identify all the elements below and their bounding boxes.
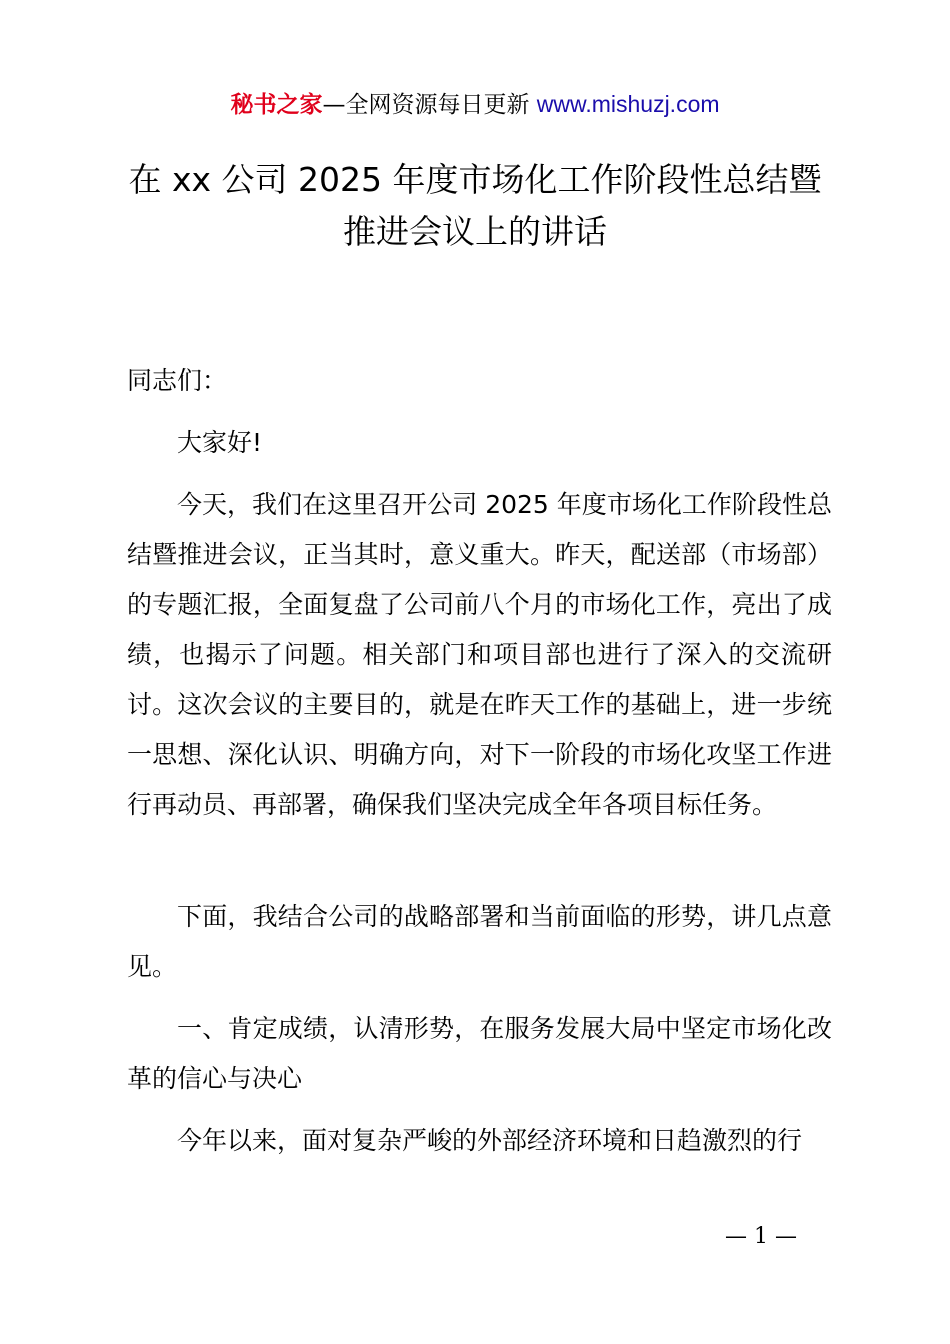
greeting: 大家好!	[177, 428, 263, 457]
salutation: 同志们：	[127, 366, 228, 395]
page-number: — 1 —	[725, 1224, 797, 1249]
paragraph-transition: 下面，我结合公司的战略部署和当前面临的形势，讲几点意见。	[127, 902, 832, 981]
site-url-link[interactable]: www.mishuzj.com	[536, 91, 720, 117]
brand-name: 秘书之家	[230, 92, 323, 118]
document-title	[60, 154, 890, 258]
site-header	[0, 86, 950, 123]
title-line-1: 在 xx 公司 2025 年度市场化工作阶段性总结暨	[128, 160, 822, 199]
header-tagline: —全网资源每日更新	[322, 92, 537, 118]
section-heading-1: 一、肯定成绩，认清形势，在服务发展大局中坚定市场化改革的信心与决心	[127, 1014, 832, 1093]
paragraph-opening: 今天，我们在这里召开公司 2025 年度市场化工作阶段性总结暨推进会议，正当其时，意义重大。昨天，配送部（市场部）的专题汇报，全面复盘了公司前八个月的市场化工作，亮出了成绩，也揭示了问题。相关部门和项目部也进行了深入的交流研讨。这次会议的主要目的，就是在昨天工作的基础上，进一步统一思想、深化认识、明确方向，对下一阶段的市场化攻坚工作进行再动员、再部署，确保我们坚决完成全年各项目标任务。	[127, 490, 832, 819]
paragraph-section-1: 今年以来，面对复杂严峻的外部经济环境和日趋激烈的行	[177, 1126, 803, 1155]
title-line-2: 推进会议上的讲话	[343, 212, 607, 251]
